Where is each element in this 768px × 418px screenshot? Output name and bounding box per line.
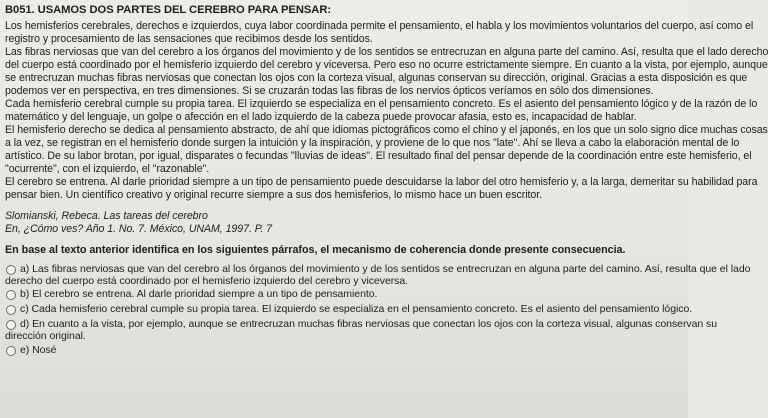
option-label: e) Nosé bbox=[20, 344, 57, 356]
option-label-continuation: derecho del cuerpo está coordinado por el hemisferio izquierdo del cerebro y viceversa. bbox=[5, 275, 409, 287]
citation-source: En, ¿Cómo ves? Año 1. No. 7. México, UNAM, 1997. P. 7 bbox=[5, 223, 273, 235]
option-label: c) Cada hemisferio cerebral cumple su propia tarea. El izquierdo se especializa en el pensamiento concreto. Es el asiento del pensamiento lógico. bbox=[20, 303, 693, 315]
paragraph-line: Cada hemisferio cerebral cumple su propia tarea. El izquierdo se especializa en el pensamiento concreto. Es el asiento del pensamiento lógico y de la razón de lo bbox=[5, 98, 758, 110]
paragraph-line: matemático y del lenguaje, un golpe o afección en el lado izquierdo de la cabeza puede provocar afasia, esto es, incapacidad de hablar. bbox=[5, 111, 637, 123]
radio-button[interactable] bbox=[6, 290, 16, 300]
radio-button[interactable] bbox=[6, 265, 16, 275]
paragraph-line: "ocurrente", con el izquierdo, el "razonable". bbox=[5, 163, 210, 175]
paragraph-line: artístico. De su labor brotan, por igual, disparates o fecundas "lluvias de ideas". El resultado final del pensar depende de la coordinación entre este hemisferio, el bbox=[5, 150, 752, 162]
paragraph-line: Los hemisferios cerebrales, derechos e izquierdos, cuya labor coordinada permite el pensamiento, el habla y los movimientos voluntarios del cuerpo, así como el bbox=[5, 20, 754, 32]
paragraph-line: pensar bien. Un científico creativo y original recurre siempre a sus dos hemisferios, lo mismo hace un buen escritor. bbox=[5, 189, 543, 201]
question-text: En base al texto anterior identifica en los siguientes párrafos, el mecanismo de coherencia donde presente consecuencia. bbox=[5, 244, 626, 256]
paragraph-line: Las fibras nerviosas que van del cerebro a los órganos del movimiento y de los sentidos se entrecruzan en alguna parte del camino. Así, resulta que el lado derecho bbox=[5, 46, 768, 58]
paragraph-line: del cuerpo está coordinado por el hemisferio izquierdo del cerebro y viceversa. Pero eso no ocurre estrictamente siempre. En cuanto a la vista, por ejemplo, aunque bbox=[5, 59, 768, 71]
option-label: b) El cerebro se entrena. Al darle prioridad siempre a un tipo de pensamiento. bbox=[20, 288, 378, 300]
option-label-continuation: dirección original. bbox=[5, 330, 86, 342]
radio-button[interactable] bbox=[6, 346, 16, 356]
option-label: d) En cuanto a la vista, por ejemplo, aunque se entrecruzan muchas fibras nerviosas que conectan los ojos con la corteza visual, algunas conservan su bbox=[20, 318, 718, 330]
paragraph-line: a la vez, se registran en el hemisferio donde surgen la intuición y la inspiración, y proviene de lo que nos "late". Ahí se lleva a cabo la elaboración mental de lo bbox=[5, 137, 740, 149]
document-title: B051. USAMOS DOS PARTES DEL CEREBRO PARA PENSAR: bbox=[5, 4, 332, 16]
paragraph-line: El cerebro se entrena. Al darle prioridad siempre a un tipo de pensamiento puede descuidarse la labor del otro hemisferio y, a la larga, demeritar su habilidad para bbox=[5, 176, 758, 188]
option-label: a) Las fibras nerviosas que van del cerebro al los órganos del movimiento y de los sentidos se entrecruzan en alguna parte del camino. Así, resulta que el lado bbox=[20, 263, 751, 275]
citation-author: Slomianski, Rebeca. Las tareas del cerebro bbox=[5, 210, 208, 222]
paragraph-line: registro y procesamiento de las sensaciones que recibimos desde los sentidos. bbox=[5, 33, 373, 45]
paragraph-line: El hemisferio derecho se dedica al pensamiento abstracto, de ahí que idiomas pictográficos como el chino y el japonés, en los que un solo signo dice muchas cosas bbox=[5, 124, 768, 136]
paragraph-line: se entrecruzan muchas fibras nerviosas que conectan los ojos con la corteza visual, algunas conservan su dirección, original. Gracias a esta disposición es que bbox=[5, 72, 748, 84]
radio-button[interactable] bbox=[6, 305, 16, 315]
radio-button[interactable] bbox=[6, 320, 16, 330]
paragraph-line: podemos ver en perspectiva, en tres dimensiones. Si se cruzarán todas las fibras de los nervios ópticos veríamos en sólo dos dimensiones. bbox=[5, 85, 654, 97]
